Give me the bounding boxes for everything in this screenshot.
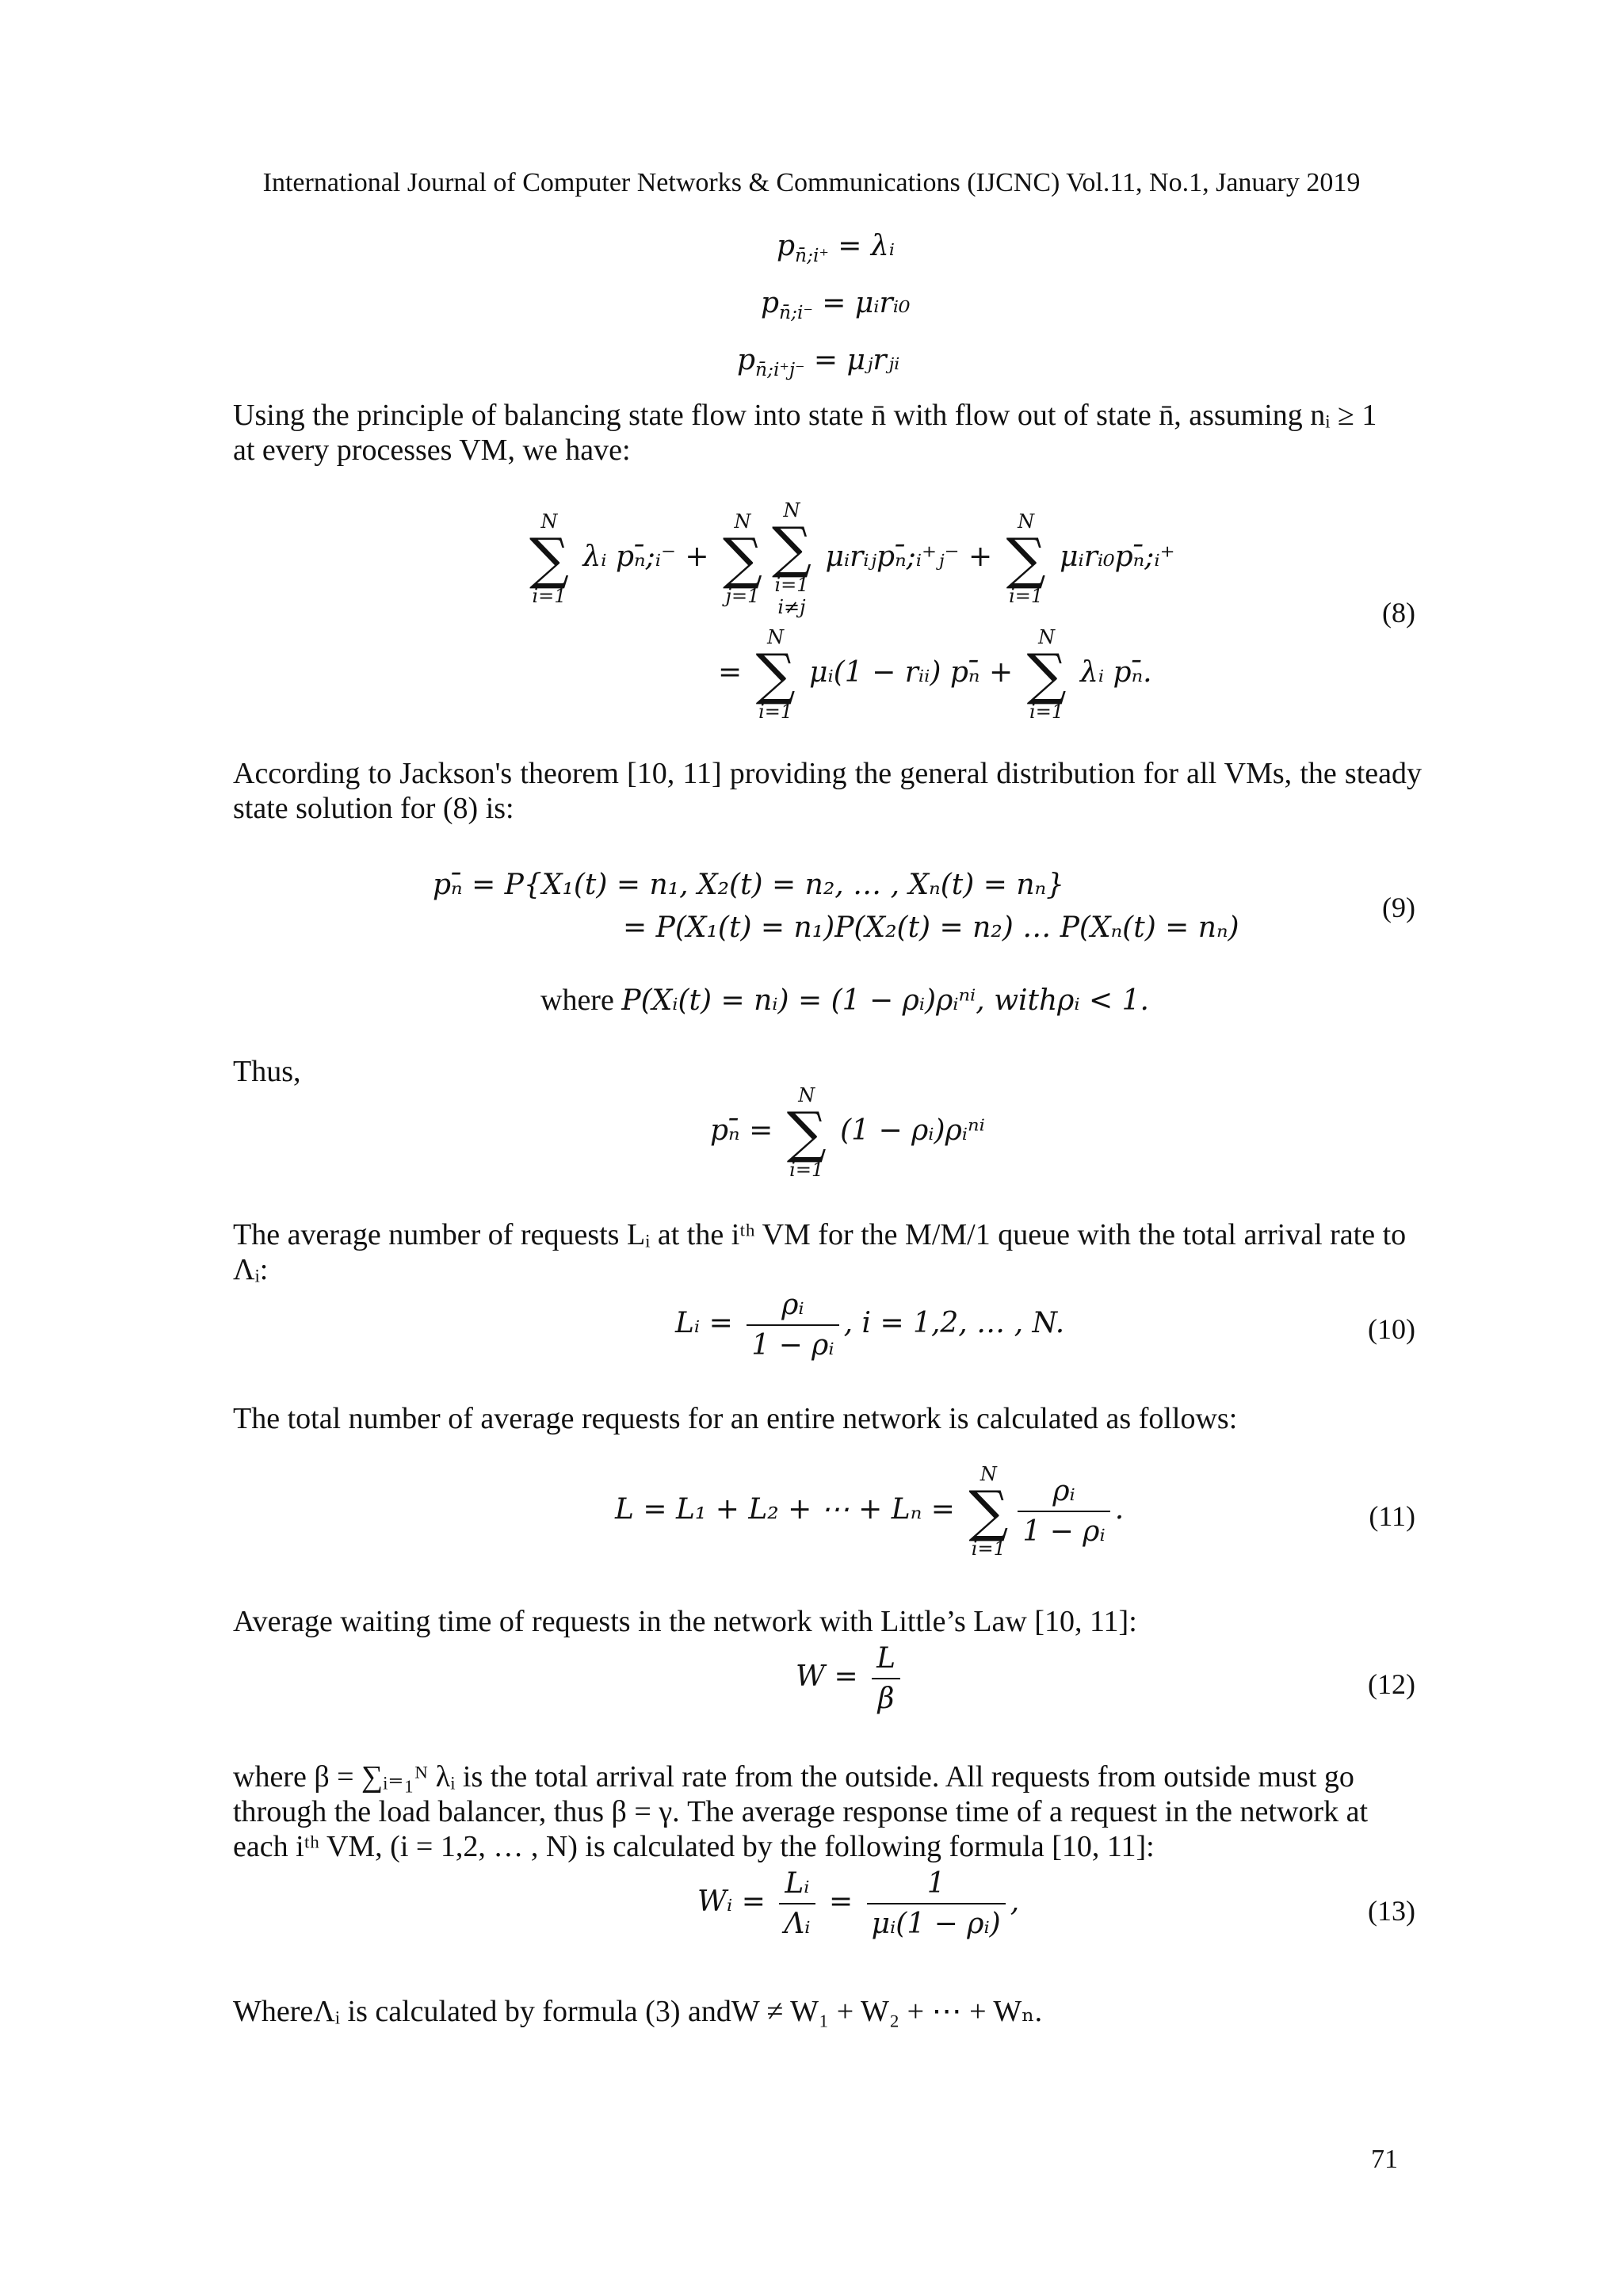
equation-number-9: (9) [1382,892,1415,923]
sum-symbol: N ∑ i=1 [755,626,796,723]
paragraph-average-requests: The average number of requests Lᵢ at the iᵗʰ VM for the M/M/1 queue with the total arrival rate to Λᵢ: [233,1218,1407,1286]
sum-symbol: N ∑ i=1 [1026,626,1067,723]
fraction: $\frac{L}{\beta}$ [872,1642,900,1715]
paragraph-jackson: According to Jackson's theorem [10, 11] providing the general distribution for all VMs, the steady state solution for (8) is: [233,757,1422,825]
equation-number-12: (12) [1368,1668,1415,1700]
equation-8-line-2: = N ∑ i=1 μᵢ(1 − rᵢᵢ) pₙ̄ + N ∑ i=1 λᵢ pₙ̄. [718,626,1152,723]
fraction: $\frac{\text{ρᵢ}}{\text{1 − ρᵢ}}$ [1018,1475,1109,1548]
paragraph-beta: where β = ∑ᵢ₌₁ᴺ λᵢ is the total arrival rate from the outside. All requests from outside must go through the load balancer, thus β = γ. The average response time of a request in the network at each iᵗʰ VM, (i = 1,2, … , N) is calculated by the following formula [10, 11]: [233,1760,1368,1863]
equation-10: Lᵢ = $\frac{\text{ρᵢ}}{\text{1 − ρᵢ}}$ , i = 1,2, … , N. [675,1289,1065,1362]
equation-number-10: (10) [1368,1313,1415,1345]
paragraph-total-average: The total number of average requests for an entire network is calculated as follows: [233,1402,1238,1435]
equation-9-line-2: = P(X₁(t) = n₁)P(X₂(t) = n₂) … P(Xₙ(t) = nₙ) [623,911,1239,944]
page-number: 71 [1371,2145,1398,2174]
equation-11: L = L₁ + L₂ + ⋯ + Lₙ = N ∑ i=1 $\frac{\text{ρᵢ}}{\text{1 − ρᵢ}}$ . [615,1463,1125,1560]
equation-12: W = $\frac{L}{\beta}$ [796,1642,905,1715]
fraction: $\frac{1}{\text{μᵢ(1 − ρᵢ)}}$ [867,1867,1006,1940]
equation-thus: pₙ̄ = N ∑ i=1 (1 − ρᵢ)ρᵢⁿⁱ [710,1084,985,1181]
journal-header: International Journal of Computer Networks & Communications (IJCNC) Vol.11, No.1, January 2019 [262,168,1361,197]
equation-number-13: (13) [1368,1895,1415,1927]
sum-symbol: N ∑ i=1 [1006,510,1046,607]
equation-number-11: (11) [1369,1500,1415,1532]
equation-8-line-1: N ∑ i=1 λᵢ pₙ̄;ᵢ⁻ + N ∑ j=1 N ∑ i=1 i≠j μᵢrᵢⱼpₙ̄;ᵢ⁺ⱼ⁻ + N ∑ i=1 μᵢrᵢ₀pₙ̄;ᵢ⁺ [529,499,1175,618]
sum-symbol: N ∑ j=1 [723,510,762,607]
equation-13: Wᵢ = $\frac{\text{Lᵢ}}{\text{Λᵢ}}$ = $\frac{1}{\text{μᵢ(1 − ρᵢ)}}$ , [697,1867,1020,1940]
equation-p-plus-minus: $p_{n̄;i^+j^-}$ = μⱼrⱼᵢ [737,344,900,381]
fraction: $\frac{\text{Lᵢ}}{\text{Λᵢ}}$ [779,1867,815,1940]
equation-p-plus: $p_{n̄;i^+}$ = λᵢ [777,230,895,267]
sum-symbol: N ∑ i=1 [786,1084,827,1181]
sum-symbol: N ∑ i=1 [968,1463,1009,1560]
equation-p-minus: $p_{n̄;i^-}$ = μᵢrᵢ₀ [761,287,911,324]
paragraph-where-lambda: WhereΛᵢ is calculated by formula (3) andW ≠ W₁ + W₂ + ⋯ + Wₙ. [233,1995,1043,2028]
paragraph-little-law: Average waiting time of requests in the network with Little’s Law [10, 11]: [233,1605,1137,1638]
paragraph-thus: Thus, [233,1055,301,1088]
fraction: $\frac{\text{ρᵢ}}{\text{1 − ρᵢ}}$ [747,1289,838,1362]
sum-symbol: N ∑ i=1 [529,510,569,607]
equation-number-8: (8) [1382,597,1415,628]
equation-9-where: where P(Xᵢ(t) = nᵢ) = (1 − ρᵢ)ρᵢⁿⁱ, withρᵢ < 1. [540,984,1149,1017]
equation-9-line-1: pₙ̄ = P{X₁(t) = n₁, X₂(t) = n₂, … , Xₙ(t) = nₙ} [433,869,1064,901]
sum-symbol: N ∑ i=1 i≠j [772,499,812,618]
paragraph-balance-intro: Using the principle of balancing state flow into state n̄ with flow out of state n̄, assuming nᵢ ≥ 1 at every processes VM, we have: [233,399,1377,467]
